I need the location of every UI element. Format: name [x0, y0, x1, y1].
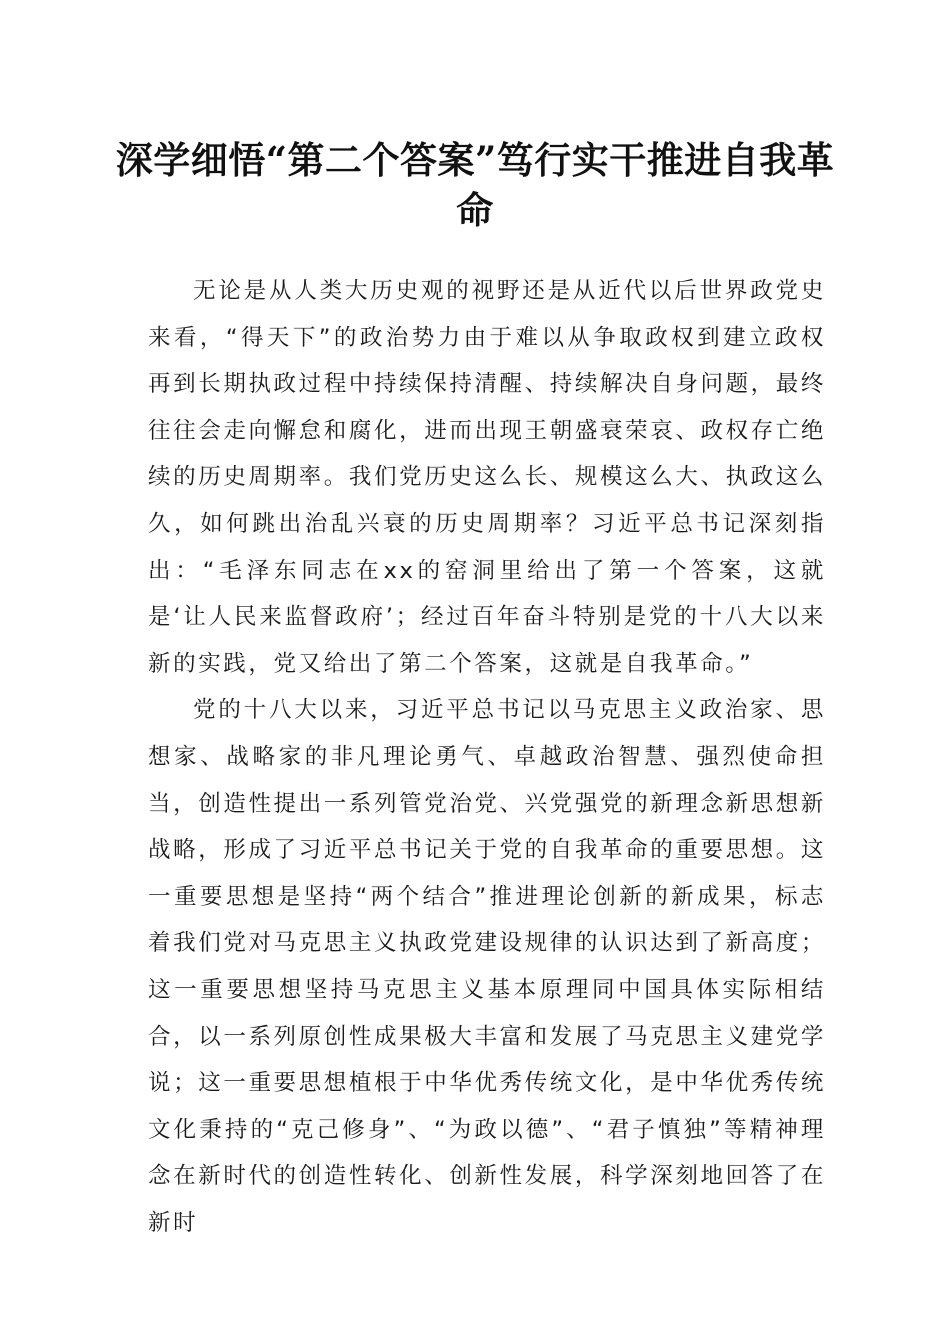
paragraph-1: 无论是从人类大历史观的视野还是从近代以后世界政党史来看，“得天下”的政治势力由于难以从争取政权到建立政权再到长期执政过程中持续保持清醒、持续解决自身问题，最终往往会走向懈怠和腐化，进而出现王朝盛衰荣哀、政权存亡绝续的历史周期率。我们党历史这么长、规模这么大、执政这么久，如何跳出治乱兴衰的历史周期率？习近平总书记深刻指出：“毛泽东同志在xx的窑洞里给出了第一个答案，这就是‘让人民来监督政府’；经过百年奋斗特别是党的十八大以来新的实践，党又给出了第二个答案，这就是自我革命。” [148, 278, 826, 677]
document-body [148, 268, 826, 1246]
paragraph-2: 党的十八大以来，习近平总书记以马克思主义政治家、思想家、战略家的非凡理论勇气、卓越政治智慧、强烈使命担当，创造性提出一系列管党治党、兴党强党的新理念新思想新战略，形成了习近平总书记关于党的自我革命的重要思想。这一重要思想是坚持“两个结合”推进理论创新的新成果，标志着我们党对马克思主义执政党建设规律的认识达到了新高度；这一重要思想坚持马克思主义基本原理同中国具体实际相结合，以一系列原创性成果极大丰富和发展了马克思主义建党学说；这一重要思想植根于中华优秀传统文化，是中华优秀传统文化秉持的“克己修身”、“为政以德”、“君子慎独”等精神理念在新时代的创造性转化、创新性发展，科学深刻地回答了在新时 [148, 697, 826, 1236]
document-title: 深学细悟“第二个答案”笃行实干推进自我革命 [115, 138, 835, 232]
